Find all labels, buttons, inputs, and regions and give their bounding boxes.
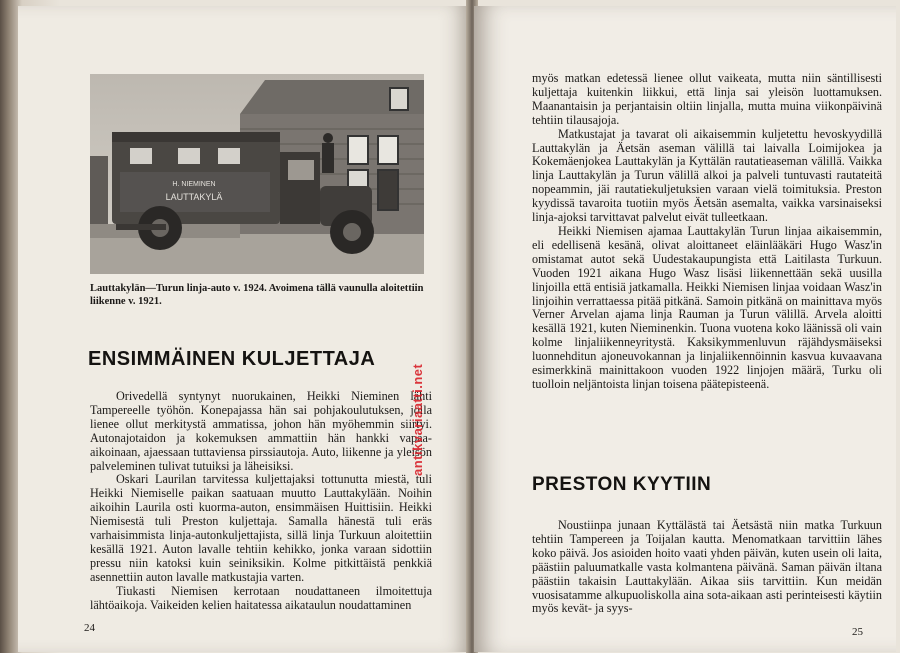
paragraph: Heikki Niemisen ajamaa Lauttakylän Turun linjaa aikaisemmin, eli edellisenä kesänä, olivat aloittaneet eläinlääkäri Hugo Wasz'in omistamat autot sekä Uudestakaupungista että Laitilasta Turkuun. Vuoden 1921 aikana Hugo Wasz lisäsi liikennettään sekä uusilla linjoilla että entisiä jatkamalla. Heikki Niemisen linjaa voidaan Wasz'in linjoihin verrattaessa pitää pitkänä. Samoin pitkänä on mainittava myös Verner Arvelan ajama linja Rauman ja Turun välillä. Arvela aloitti kesällä 1921, kuten Nieminenkin. Tuona vuotena koko läänissä oli vain kolme linjaliikenneyritystä. Kaksikymmenluvun räjähdysmäiseksi luonnehditun ajoneuvokannan ja linjaliikennöinnin kasvua kuvaavana esimerkkinä mainittakoon vuoden 1922 linjojen määrä, Turku oli tuolloin neljäntoista linjan toisena päätepisteenä. — [532, 223, 882, 391]
section-heading: PRESTON KYYTIIN — [532, 474, 712, 495]
bus-side-text-2: LAUTTAKYLÄ — [165, 192, 223, 202]
paragraph: Orivedellä syntynyt nuorukainen, Heikki Nieminen lähti Tampereelle työhön. Konepajassa hän sai pohjakoulutuksen, jolla lienee ollut merkitystä ammatissa, johon hän myöhemmin siirtyi. Autonajotaidon ja kokemuksen ammattiin hän hankki vapaa-aikoinaan, ajaessaan tuttaviensa pirssiautoja. Auto, liikenne ja yleisön palveleminen tulivat tutuiksi ja läheisiksi. — [90, 389, 432, 473]
paragraph: Tiukasti Niemisen kerrotaan noudattaneen ilmoitettuja lähtöaikoja. Vaikeiden kelien haitatessa aikataulun noudattaminen — [90, 583, 432, 612]
bus-side-text-1: H. NIEMINEN — [172, 181, 216, 188]
section-heading: ENSIMMÄINEN KULJETTAJA — [88, 348, 376, 370]
left-page — [18, 6, 470, 652]
paragraph: myös matkan edetessä lienee ollut vaikeata, mutta niin säntillisesti kuljettaja kuitenkin liikkui, että linja sai yleisön luottamuksen. Maanantaisin ja perjantaisin oltiin linjalla, mutta muina viikonpäivinä tehtiin tilausajoja. — [532, 71, 882, 127]
left-body-text — [90, 390, 432, 613]
page-number: 24 — [84, 622, 95, 634]
watermark-text: antikvariaatti.net — [410, 363, 425, 476]
bus-photo — [90, 74, 424, 274]
right-page — [474, 6, 896, 652]
paragraph: Oskari Laurilan tarvitessa kuljettajaksi tottunutta miestä, tuli Heikki Niemiselle paikan saatuaan muutto Lauttakylään. Noihin aikoihin Laurila osti kuorma-auton, ensimmäisen Huittisiin. Heikki Niemisestä tuli Preston kuljettaja. Samalla hänestä tuli eräs varhaisimmista linja-autonkuljettajista, sillä linja Turkuun aloitettiin kesällä 1921. Auton lavalle tehtiin kehikko, jonka varaan sidottiin pressu niin katoksi kuin seiniksikin. Kolme pitkittäistä penkkiä asennettiin auton lavalle matkustajia varten. — [90, 472, 432, 584]
paragraph: Noustiinpa junaan Kyttälästä tai Äetsästä niin matka Turkuun tehtiin Tampereen ja Toijalan kautta. Menomatkaan tarvittiin lähes koko päivä. Jos asioiden hoito vaati yhden päivän, kuten usein oli laita, päästiin paluumatkalle vasta kolmantena päivänä. Saman päivän iltana päästiin takaisin Lauttakylään. Aikaa siis tarvittiin. Kun meidän vuosisatamme alkupuoliskolla aina sota-aikaan asti perinteisesti käytiin myös kevät- ja syys- — [532, 518, 882, 616]
right-body-text-bottom — [532, 519, 882, 616]
photo-caption: Lauttakylän—Turun linja-auto v. 1924. Avoimena tällä vaunulla aloitettiin liikenne v. 1921. — [90, 283, 424, 307]
paragraph: Matkustajat ja tavarat oli aikaisemmin kuljetettu hevoskyydillä Lauttakylän ja Äetsän aseman välillä tai laivalla Loimijokea ja Kokemäenjokea Lauttakylän ja Kyttälän rautatieaseman välillä. Vaikka linja Lauttakylän ja Turun välillä alkoi ja palveli tuntuvasti rautateitä nopeammin, jäi rautatiekuljetuksien varaan vielä toimituksia. Preston kyydissä tavaroita tuotiin myös Äetsän asemalta, vaikka varsinaiseksi linja-ajoksi tarvittavat palvelut eivät tulleetkaan. — [532, 126, 882, 225]
page-number: 25 — [852, 626, 863, 638]
right-body-text-top — [532, 72, 882, 392]
bus-photo-illustration — [90, 74, 424, 274]
